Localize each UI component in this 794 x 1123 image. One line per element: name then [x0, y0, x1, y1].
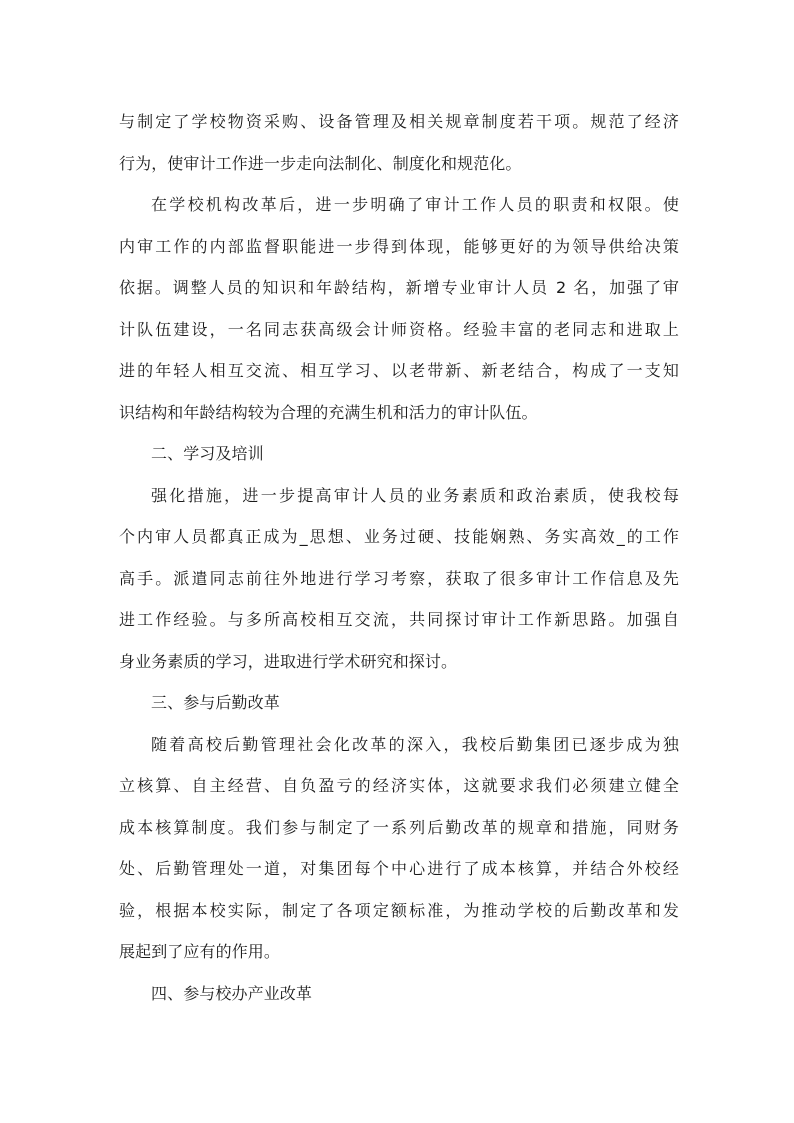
text-line: 内审工作的内部监督职能进一步得到体现，能够更好的为领导供给决策: [119, 236, 679, 256]
section-heading: 三、参与后勤改革: [151, 693, 280, 712]
text-line: 行为，使审计工作进一步走向法制化、制度化和规范化。: [119, 153, 522, 173]
text-line: 展起到了应有的作用。: [119, 942, 281, 961]
section-heading: 四、参与校办产业改革: [151, 983, 313, 1003]
text-line: 识结构和年龄结构较为合理的充满生机和活力的审计队伍。: [119, 402, 538, 422]
text-line: 进工作经验。与多所高校相互交流，共同探讨审计工作新思路。加强自: [119, 610, 679, 629]
document-body: [119, 101, 679, 1014]
text-line: 高手。派遣同志前往外地进行学习考察，获取了很多审计工作信息及先: [119, 568, 679, 588]
text-line: 个内审人员都真正成为_思想、业务过硬、技能娴熟、务实高效_的工作: [119, 527, 679, 546]
paragraph-start-line: 在学校机构改革后，进一步明确了审计工作人员的职责和权限。使: [151, 195, 679, 214]
text-line: 进的年轻人相互交流、相互学习、以老带新、新老结合，构成了一支知: [119, 361, 679, 380]
text-line: 与制定了学校物资采购、设备管理及相关规章制度若干项。规范了经济: [119, 112, 679, 131]
text-line: 身业务素质的学习，进取进行学术研究和探讨。: [119, 651, 458, 671]
text-line: 验，根据本校实际，制定了各项定额标准，为推动学校的后勤改革和发: [119, 900, 679, 920]
paragraph-start-line: 强化措施，进一步提高审计人员的业务素质和政治素质，使我校每: [151, 485, 679, 505]
text-line: 处、后勤管理处一道，对集团每个中心进行了成本核算，并结合外校经: [119, 859, 679, 878]
text-line: 立核算、自主经营、自负盈亏的经济实体，这就要求我们必须建立健全: [119, 776, 679, 795]
text-line: 成本核算制度。我们参与制定了一系列后勤改革的规章和措施，同财务: [119, 817, 679, 837]
text-line: 依据。调整人员的知识和年龄结构，新增专业审计人员 2 名，加强了审: [119, 278, 679, 297]
section-heading: 二、学习及培训: [151, 444, 264, 463]
text-line: 计队伍建设，一名同志获高级会计师资格。经验丰富的老同志和进取上: [119, 319, 679, 339]
paragraph-start-line: 随着高校后勤管理社会化改革的深入，我校后勤集团已逐步成为独: [151, 734, 679, 754]
